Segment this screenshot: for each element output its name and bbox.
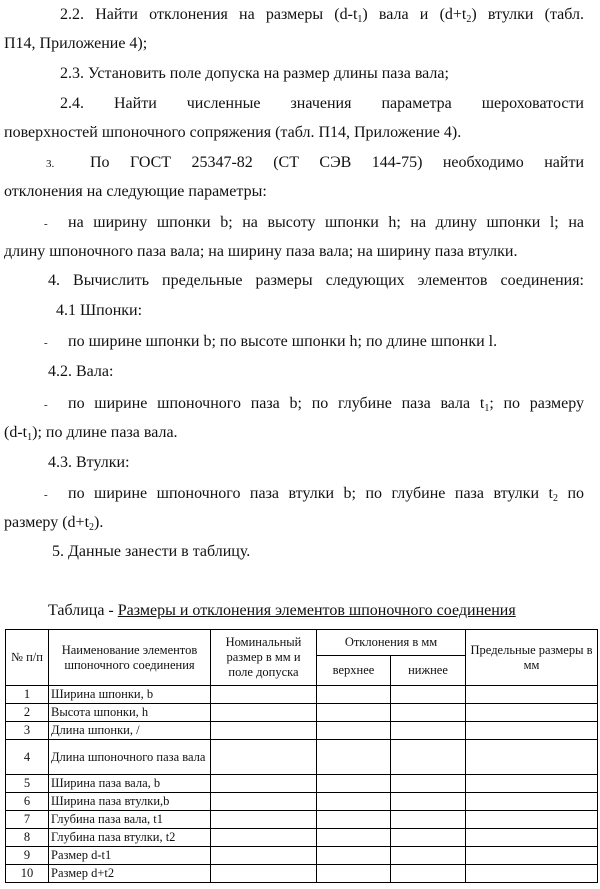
paragraph-3-line-1: По ГОСТ 25347-82 (СТ СЭВ 144-75) необходимо найти: [90, 154, 584, 171]
paragraph-4-2-line-1: по ширине шпоночного паза b; по глубине паза вала $t_1$; по размеру: [68, 395, 585, 414]
paragraph-4-3-line-1: по ширине шпоночного паза втулки b; по глубине паза втулки $t_2$ по: [68, 485, 584, 504]
row-num: 1: [6, 686, 49, 704]
cell-limits: [466, 686, 598, 704]
bullet-marker: -: [44, 489, 48, 501]
row-name: Ширина паза вала, b: [49, 775, 211, 793]
cell-limits: [466, 865, 598, 883]
row-name: Длина шпоночного паза вала: [49, 740, 211, 775]
cell-upper: [317, 793, 391, 811]
table-row: [6, 722, 598, 740]
row-name: Глубина паза втулки, t2: [49, 829, 211, 847]
cell-limits: [466, 847, 598, 865]
row-num: 9: [6, 847, 49, 865]
cell-upper: [317, 686, 391, 704]
row-num: 8: [6, 829, 49, 847]
paragraph-4-1-bullet: по ширине шпонки b; по высоте шпонки h; по длине шпонки l.: [68, 333, 498, 350]
cell-limits: [466, 811, 598, 829]
header-name: Наименование элементов шпоночного соединения: [49, 630, 211, 686]
paragraph-4-2-line-2: $(d-t_1)$; по длине паза вала.: [4, 424, 178, 443]
table-row: [6, 704, 598, 722]
cell-limits: [466, 793, 598, 811]
cell-nominal: [211, 847, 317, 865]
paragraph-3-line-2: отклонения на следующие параметры:: [4, 183, 267, 200]
row-num: 3: [6, 722, 49, 740]
cell-upper: [317, 722, 391, 740]
row-name: Размер d+t2: [49, 865, 211, 883]
cell-lower: [391, 686, 466, 704]
header-deviations: Отклонения в мм: [317, 630, 466, 656]
cell-nominal: [211, 793, 317, 811]
row-name: Ширина паза втулки,b: [49, 793, 211, 811]
paragraph-5: 5. Данные занести в таблицу.: [52, 543, 251, 560]
table-row: [6, 740, 598, 775]
cell-lower: [391, 829, 466, 847]
cell-nominal: [211, 740, 317, 775]
cell-lower: [391, 847, 466, 865]
header-limits: Предельные размеры в мм: [466, 630, 598, 686]
paragraph-2-3: 2.3. Установить поле допуска на размер длины паза вала;: [60, 65, 449, 82]
table-row: [6, 793, 598, 811]
paragraph-4: 4. Вычислить предельные размеры следующих элементов соединения:: [48, 272, 584, 289]
cell-lower: [391, 793, 466, 811]
paragraph-3-number: 3.: [46, 158, 55, 170]
cell-limits: [466, 775, 598, 793]
table-caption: Таблица - Размеры и отклонения элементов шпоночного соединения: [48, 602, 516, 619]
header-num: № п/п: [6, 630, 49, 686]
cell-nominal: [211, 686, 317, 704]
table-row: [6, 865, 598, 883]
cell-upper: [317, 811, 391, 829]
cell-upper: [317, 829, 391, 847]
row-num: 7: [6, 811, 49, 829]
header-nominal: Номинальный размер в мм и поле допуска: [211, 630, 317, 686]
cell-upper: [317, 775, 391, 793]
cell-nominal: [211, 829, 317, 847]
cell-lower: [391, 704, 466, 722]
cell-lower: [391, 811, 466, 829]
paragraph-4-2-title: 4.2. Вала:: [48, 363, 114, 380]
row-num: 4: [6, 740, 49, 775]
paragraph-2-2-line-1: 2.2. Найти отклонения на размеры $(d-t_1)$ вала и $(d+t_2)$ втулки (табл.: [60, 6, 585, 25]
paragraph-4-3-line-2: размеру $(d+t_2)$.: [4, 514, 104, 533]
table-row: [6, 686, 598, 704]
cell-nominal: [211, 865, 317, 883]
bullet-marker: -: [44, 218, 48, 230]
bullet-marker: -: [44, 337, 48, 349]
cell-upper: [317, 740, 391, 775]
cell-limits: [466, 740, 598, 775]
table-row: [6, 829, 598, 847]
cell-limits: [466, 704, 598, 722]
header-lower: нижнее: [391, 656, 466, 686]
row-num: 10: [6, 865, 49, 883]
cell-nominal: [211, 811, 317, 829]
table-row: [6, 811, 598, 829]
cell-upper: [317, 704, 391, 722]
cell-limits: [466, 722, 598, 740]
cell-lower: [391, 865, 466, 883]
cell-nominal: [211, 722, 317, 740]
dimensions-table: [5, 629, 598, 883]
row-name: Ширина шпонки, b: [49, 686, 211, 704]
paragraph-2-2-line-2: П14, Приложение 4);: [4, 35, 148, 52]
header-upper: верхнее: [317, 656, 391, 686]
paragraph-3-list-line-2: длину шпоночного паза вала; на ширину паза вала; на ширину паза втулки.: [4, 243, 518, 260]
row-name: Глубина паза вала, t1: [49, 811, 211, 829]
cell-lower: [391, 740, 466, 775]
row-name: Размер d-t1: [49, 847, 211, 865]
table-row: [6, 847, 598, 865]
paragraph-3-list-line-1: на ширину шпонки b; на высоту шпонки h; на длину шпонки l; на: [68, 214, 584, 231]
paragraph-4-1-title: 4.1 Шпонки:: [56, 302, 143, 319]
row-name: Длина шпонки, /: [49, 722, 211, 740]
cell-nominal: [211, 704, 317, 722]
cell-nominal: [211, 775, 317, 793]
row-num: 5: [6, 775, 49, 793]
bullet-marker: -: [44, 399, 48, 411]
row-num: 2: [6, 704, 49, 722]
paragraph-2-4-line-1: 2.4. Найти численные значения параметра шероховатости: [60, 95, 584, 112]
cell-upper: [317, 865, 391, 883]
paragraph-4-3-title: 4.3. Втулки:: [48, 454, 130, 471]
row-name: Высота шпонки, h: [49, 704, 211, 722]
cell-lower: [391, 722, 466, 740]
cell-limits: [466, 829, 598, 847]
cell-lower: [391, 775, 466, 793]
row-num: 6: [6, 793, 49, 811]
paragraph-2-4-line-2: поверхностей шпоночного сопряжения (табл. П14, Приложение 4).: [4, 124, 462, 141]
cell-upper: [317, 847, 391, 865]
table-row: [6, 775, 598, 793]
